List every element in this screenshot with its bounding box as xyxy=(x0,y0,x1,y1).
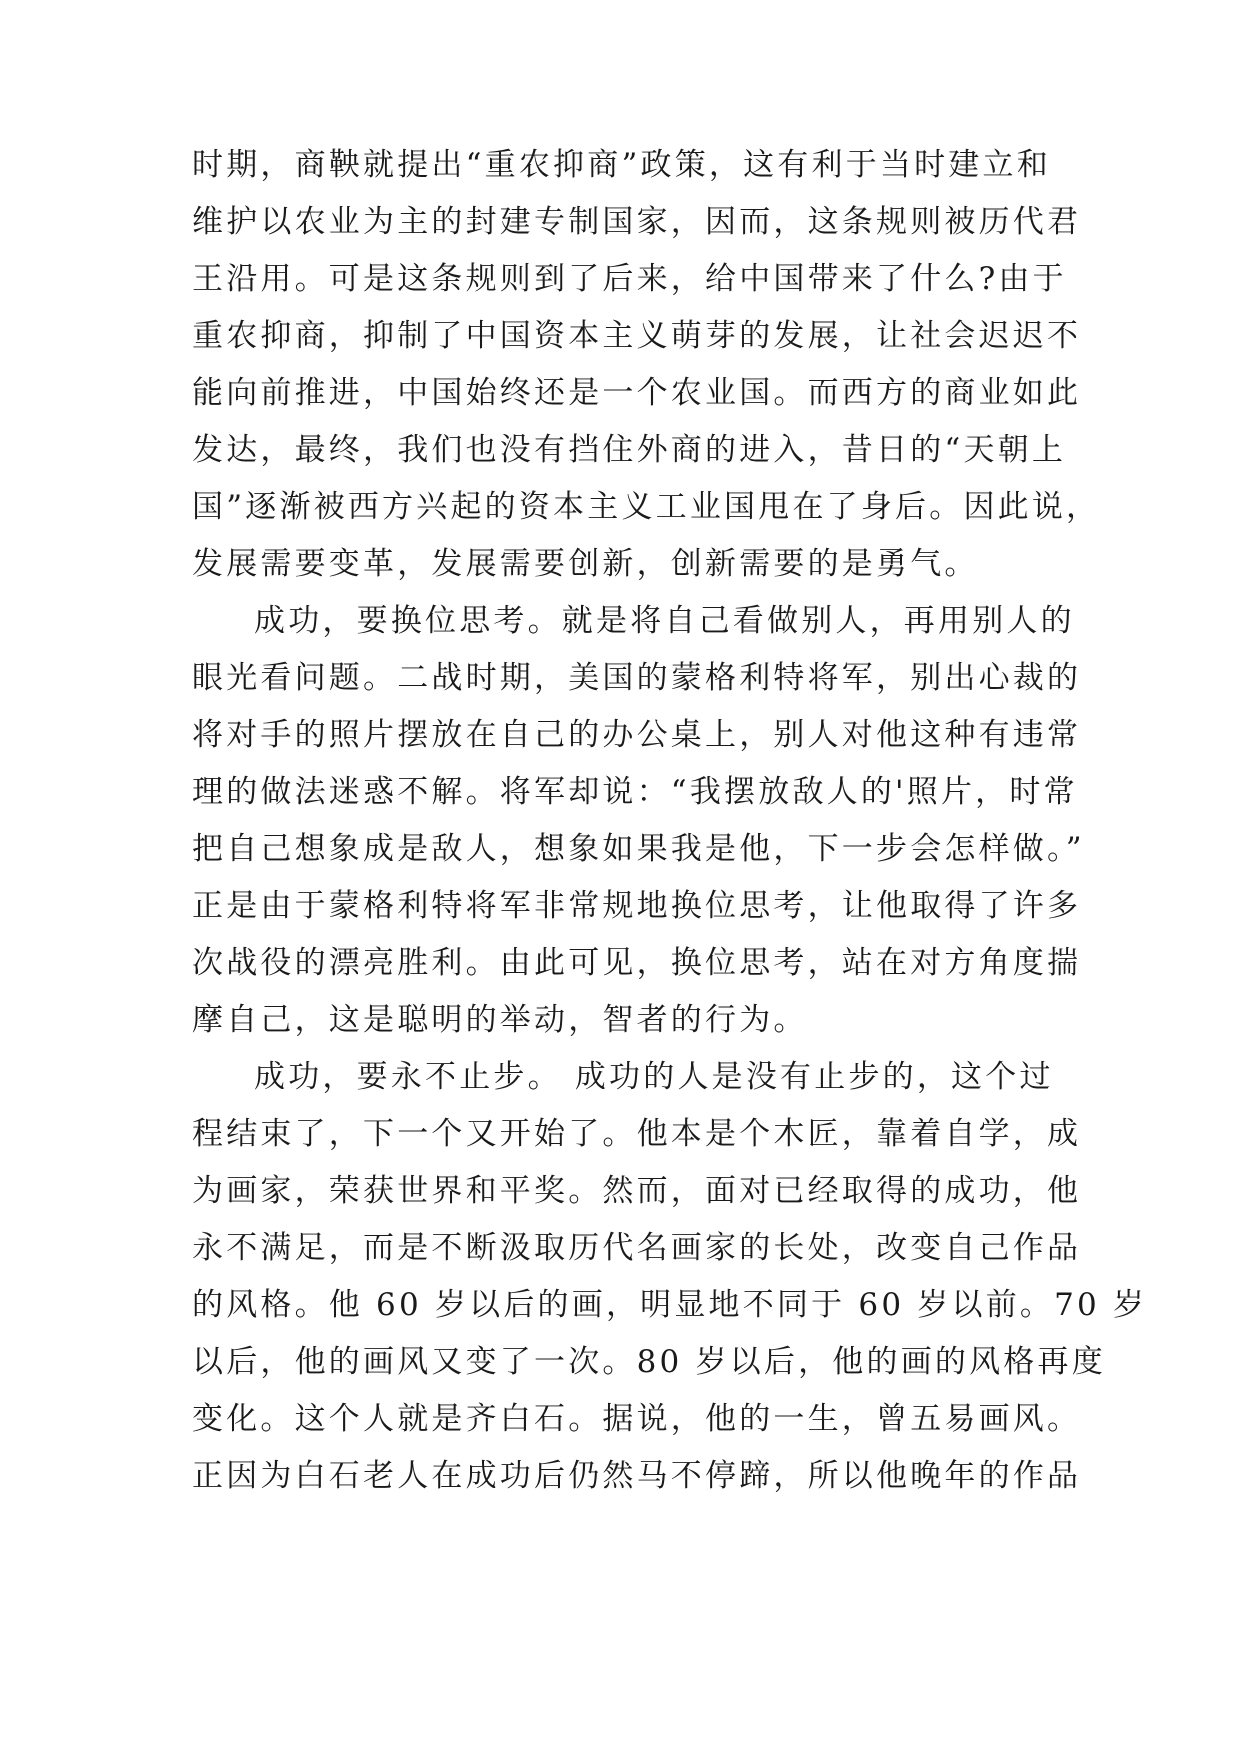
text-line: 把自己想象成是敌人，想象如果我是他，下一步会怎样做。” xyxy=(192,831,1085,867)
text-line: 眼光看问题。二战时期，美国的蒙格利特将军，别出心裁的 xyxy=(192,660,1082,696)
text-line: 摩自己，这是聪明的举动，智者的行为。 xyxy=(192,1002,808,1038)
text-line: 重农抑商，抑制了中国资本主义萌芽的发展，让社会迟迟不 xyxy=(192,318,1082,354)
text-line: 发达，最终，我们也没有挡住外商的进入，昔日的“天朝上 xyxy=(192,432,1067,468)
text-line: 王沿用。可是这条规则到了后来，给中国带来了什么?由于 xyxy=(192,261,1067,297)
text-line: 发展需要变革，发展需要创新，创新需要的是勇气。 xyxy=(192,546,979,582)
text-line: 国”逐渐被西方兴起的资本主义工业国甩在了身后。因此说， xyxy=(192,489,1101,525)
text-line: 时期，商鞅就提出“重农抑商”政策，这有利于当时建立和 xyxy=(192,147,1051,183)
text-line: 正是由于蒙格利特将军非常规地换位思考，让他取得了许多 xyxy=(192,888,1082,924)
text-line: 变化。这个人就是齐白石。据说，他的一生，曾五易画风。 xyxy=(192,1401,1082,1437)
text-line: 理的做法迷惑不解。将军却说：“我摆放敌人的'照片，时常 xyxy=(192,774,1078,810)
text-line: 的风格。他 60 岁以后的画，明显地不同于 60 岁以前。70 岁 xyxy=(192,1287,1148,1323)
text-line: 次战役的漂亮胜利。由此可见，换位思考，站在对方角度揣 xyxy=(192,945,1082,981)
text-line: 能向前推进，中国始终还是一个农业国。而西方的商业如此 xyxy=(192,375,1082,411)
text-line: 为画家，荣获世界和平奖。然而，面对已经取得的成功，他 xyxy=(192,1173,1082,1209)
text-line: 维护以农业为主的封建专制国家，因而，这条规则被历代君 xyxy=(192,204,1082,240)
text-line: 正因为白石老人在成功后仍然马不停蹄，所以他晚年的作品 xyxy=(192,1458,1082,1494)
text-line: 永不满足，而是不断汲取历代名画家的长处，改变自己作品 xyxy=(192,1230,1082,1266)
text-line: 将对手的照片摆放在自己的办公桌上，别人对他这种有违常 xyxy=(192,717,1082,753)
paragraph-start-line: 成功，要换位思考。就是将自己看做别人，再用别人的 xyxy=(254,603,1075,639)
paragraph-start-line: 成功，要永不止步。 成功的人是没有止步的，这个过 xyxy=(254,1059,1054,1095)
text-line: 程结束了，下一个又开始了。他本是个木匠，靠着自学，成 xyxy=(192,1116,1082,1152)
text-line: 以后，他的画风又变了一次。80 岁以后，他的画的风格再度 xyxy=(192,1344,1106,1380)
